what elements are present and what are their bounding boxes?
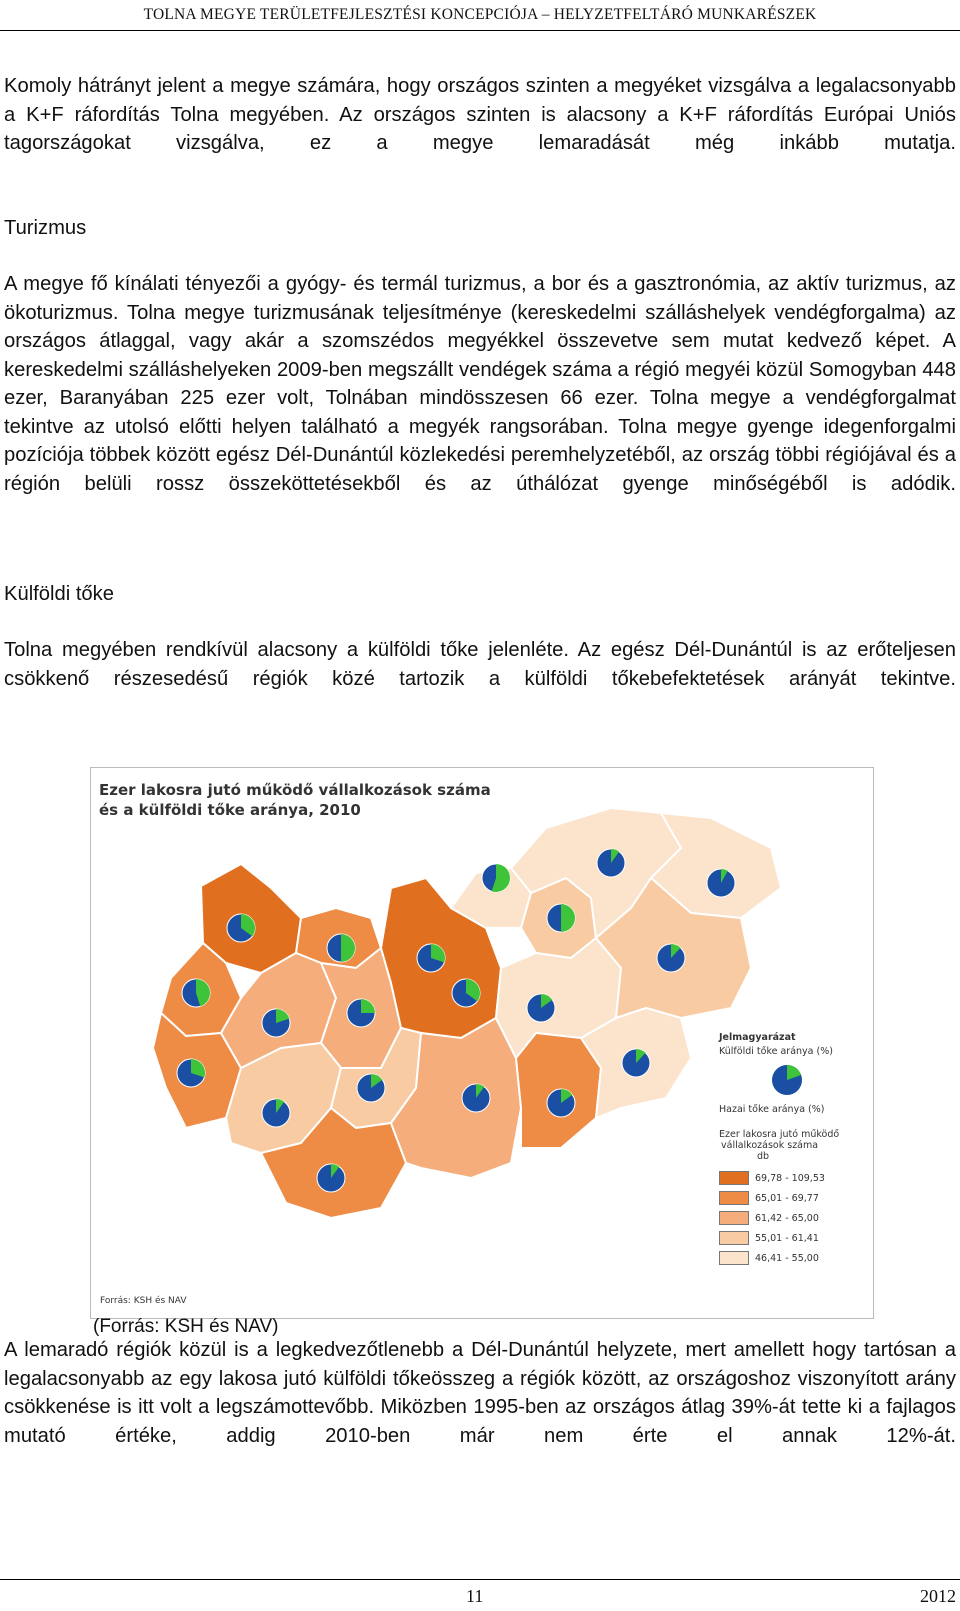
running-header: TOLNA MEGYE TERÜLETFEJLESZTÉSI KONCEPCIÓJA – HELYZETFELTÁRÓ MUNKARÉSZEK: [0, 0, 960, 31]
paragraph-tourism: A megye fő kínálati tényezői a gyógy- és termál turizmus, a bor és a gasztronómia, az aktív turizmus, az ökoturizmus. Tolna megye turizmusának teljesítménye (kereskedelmi szálláshelyek vendégforgalma) az országos átlaggal, vagy akár a szomszédos megyékkel összevetve sem mutat kedvező képet. A kereskedelmi szálláshelyeken 2009-ben megszállt vendégek száma a régió megyéi közül Somogyban 448 ezer, Baranyában 225 ezer volt, Tolnában mindösszesen 66 ezer. Tolna megye a vendégforgalmat tekintve az utolsó előtti helyen található a megyék rangsorában. Tolna megye gyenge idegenforgalmi pozíciója többek között egész Dél-Dunántúl közlekedési peremhelyzetéből, az ország többi régiójával és a régión belüli rossz összeköttetésekből és az úthálózat gyenge minőségéből is adódik.: [4, 273, 956, 495]
legend-density-line1: Ezer lakosra jutó működő: [719, 1129, 840, 1140]
legend-foreign-label: Külföldi tőke aránya (%): [719, 1046, 833, 1057]
legend-class-label: 55,01 - 61,41: [755, 1232, 819, 1244]
map-figure: [90, 767, 874, 1319]
legend-swatch: [719, 1191, 749, 1205]
footer-rule: [0, 1579, 960, 1580]
legend-domestic-label: Hazai tőke aránya (%): [719, 1104, 825, 1115]
legend-class-label: 65,01 - 69,77: [755, 1192, 819, 1204]
page-number: 11: [466, 1586, 484, 1606]
paragraph-foreign-capital: Tolna megyében rendkívül alacsony a külföldi tőke jelenléte. Az egész Dél-Dunántúl is az erőteljesen csökkenő részesedésű régiók közé tartozik a külföldi tőkebefektetések arányát tekintve.: [4, 639, 956, 690]
legend-class-row: [719, 1228, 859, 1248]
legend-density-line2: vállalkozások száma: [721, 1140, 819, 1151]
paragraph-lagging-regions: A lemaradó régiók közül is a legkedvezőtlenebb a Dél-Dunántúl helyzete, mert amellett hogy tartósan a legalacsonyabb az egy lakosa jutó külföldi tőkeösszeg a régiók között, az országoshoz viszonyított arány csökkenése is itt volt a legszámottevőbb. Miközben 1995-ben az országos átlag 39%-át tette ki a fajlagos mutató értéke, addig 2010-ben már nem érte el annak 12%-át.: [4, 1339, 956, 1447]
legend-class-row: [719, 1208, 859, 1228]
paragraph-rnd: Komoly hátrányt jelent a megye számára, hogy országos szinten a megyéket vizsgálva a legalacsonyabb a K+F ráfordítás Tolna megyében. Az országos szinten is alacsony a K+F ráfordítás Európai Uniós tagországokat vizsgálva, ez a megye lemaradását még inkább mutatja.: [4, 75, 956, 154]
legend-class-row: [719, 1248, 859, 1268]
legend-swatch: [719, 1251, 749, 1265]
legend-title: Jelmagyarázat: [719, 1032, 796, 1043]
heading-turizmus: Turizmus: [4, 217, 87, 239]
legend-density-unit: db: [757, 1151, 770, 1162]
figure-caption: (Forrás: KSH és NAV): [93, 1316, 279, 1337]
legend-pie-icon: [767, 1061, 807, 1099]
map-title-line1: Ezer lakosra jutó működő vállalkozások száma: [99, 781, 491, 799]
legend-class-row: [719, 1168, 859, 1188]
legend-class-label: 46,41 - 55,00: [755, 1252, 819, 1264]
map-legend: [719, 1032, 859, 1268]
map-source: Forrás: KSH és NAV: [100, 1296, 187, 1306]
legend-class-label: 69,78 - 109,53: [755, 1172, 825, 1184]
legend-swatch: [719, 1171, 749, 1185]
legend-class-label: 61,42 - 65,00: [755, 1212, 819, 1224]
footer-year: 2012: [920, 1586, 956, 1606]
legend-swatch: [719, 1211, 749, 1225]
map-title-line2: és a külföldi tőke aránya, 2010: [99, 801, 361, 819]
legend-class-row: [719, 1188, 859, 1208]
legend-swatch: [719, 1231, 749, 1245]
heading-kulfoldi-toke: Külföldi tőke: [4, 583, 114, 605]
legend-classes: [719, 1168, 859, 1268]
